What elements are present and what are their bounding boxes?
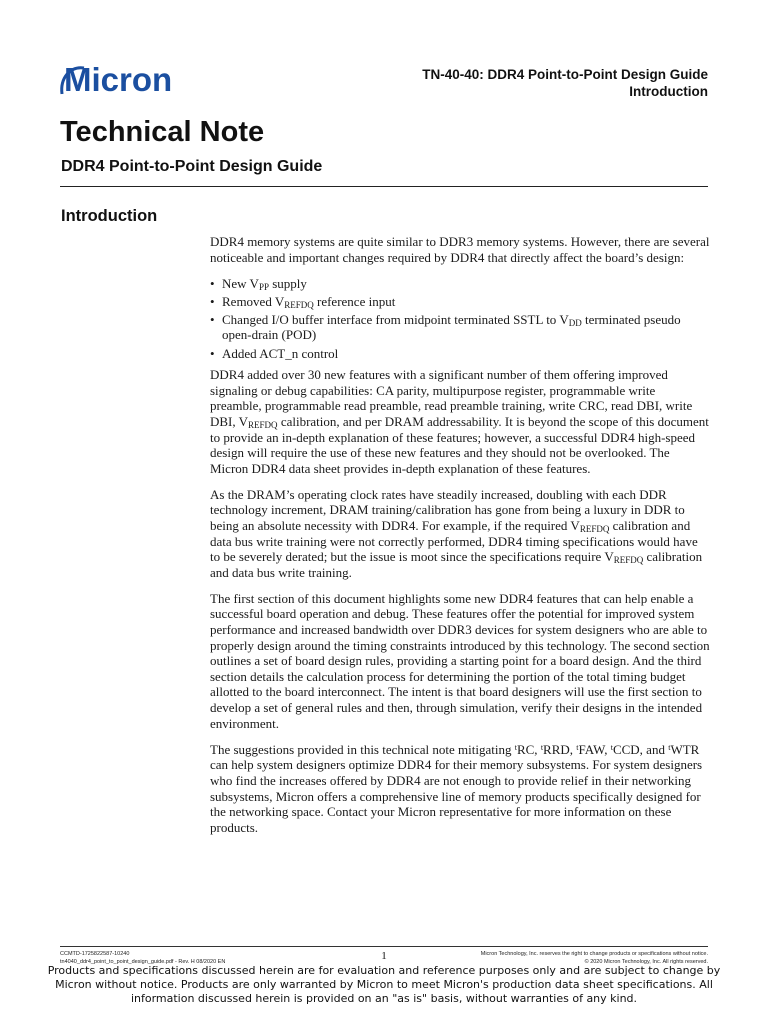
body-text xyxy=(210,234,710,846)
suggestions-paragraph: The suggestions provided in this technical note mitigating $^t$RC, $^t$RRD, $^t$FAW, $^t$CCD, and $^t$WTR can help system designers optimize DDR4 for their memory subsystems. For system designers who find the increases offered by DDR4 are not enough to provide relief in their networking subsystems, Micron offers a comprehensive line of memory products specifically designed for the networking space. Contact your Micron representative for more information on these products. xyxy=(210,741,703,835)
page-subtitle: DDR4 Point-to-Point Design Guide xyxy=(61,158,323,175)
document-id xyxy=(422,66,708,100)
section-heading: Introduction xyxy=(61,207,158,225)
footer-rights-notice: Micron Technology, Inc. reserves the right to change products or specifications without notice. xyxy=(480,951,708,957)
footer-copyright: © 2020 Micron Technology, Inc. All rights reserved. xyxy=(584,959,708,965)
intro-paragraph: DDR4 memory systems are quite similar to DDR3 memory systems. However, there are several noticeable and important changes required by DDR4 that directly affect the board’s design: xyxy=(210,234,710,265)
footer-file: tn4040_ddr4_point_to_point_design_guide.pdf - Rev. H 08/2020 EN xyxy=(60,959,226,965)
svg-text:Micron: Micron xyxy=(64,61,173,98)
training-paragraph: As the DRAM’s operating clock rates have steadily increased, doubling with each DDR technology increment, DRAM training/calibration has gone from being a luxury in DDR to being an absolute necessity with DDR4. For example, if the required $V_{REFDQ}$ calibration and data bus write training were not correctly performed, DDR4 timing specifications would have to be severely derated; but the issue is moot since the specifications require $V_{REFDQ}$ calibration and data bus write training. xyxy=(210,486,703,580)
list-item: • Removed $V_{REFDQ}$ reference input xyxy=(210,293,396,310)
doc-id-section: Introduction xyxy=(629,84,708,99)
footer-divider xyxy=(60,946,708,947)
bullet-icon: • xyxy=(210,275,215,291)
changes-list xyxy=(210,276,710,361)
list-item: • New $V_{PP}$ supply xyxy=(210,275,307,292)
list-item: • Changed I/O buffer interface from midpoint terminated SSTL to $V_{DD}$ terminated pseudo open-drain (POD) xyxy=(210,311,681,343)
bullet-icon: • xyxy=(210,311,215,327)
features-paragraph: DDR4 added over 30 new features with a significant number of them offering improved signaling or debug capabilities: CA parity, multipurpose register, programmable write preamble, programmable read preamble, read preamble training, write CRC, read DBI, write DBI, $V_{REFDQ}$ calibration, and per DRAM addressability. It is beyond the scope of this document to provide an in-depth explanation of these features; however, a successful DDR4 high-speed design will require the use of these new features and they should not be overlooked. The Micron DDR4 data sheet provides in-depth explanation of these features. xyxy=(210,367,709,476)
page-number: 1 xyxy=(381,950,387,962)
footer-code: CCMTD-1725822587-10240 xyxy=(60,951,130,957)
bullet-icon: • xyxy=(210,345,215,361)
page-title: Technical Note xyxy=(60,116,265,148)
header-divider xyxy=(60,186,708,187)
bullet-icon: • xyxy=(210,293,215,309)
sections-paragraph: The first section of this document highlights some new DDR4 features that can help enable a successful board operation and debug. These features offer the potential for improved system performance and increased bandwidth over DDR3 devices for system designers who are able to properly design around the timing constraints introduced by this technology. The second section outlines a set of board design rules, providing a starting point for a board design. And the third section details the calculation process for determining the portion of the total timing budget allotted to the board interconnect. The intent is that board designers will use the first section to develop a set of general rules and then, through simulation, verify their designs in the intended environment. xyxy=(210,590,710,731)
list-item: • Added ACT_n control xyxy=(210,345,339,361)
doc-id-title: TN-40-40: DDR4 Point-to-Point Design Guide xyxy=(422,67,708,82)
disclaimer: Products and specifications discussed herein are for evaluation and reference purposes only and are subject to change by Micron without notice. Products are only warranted by Micron to meet Micron's production data sheet specifications. All information discussed herein is provided on an "as is" basis, without warranties of any kind. xyxy=(47,964,721,1005)
micron-logo xyxy=(58,58,210,98)
